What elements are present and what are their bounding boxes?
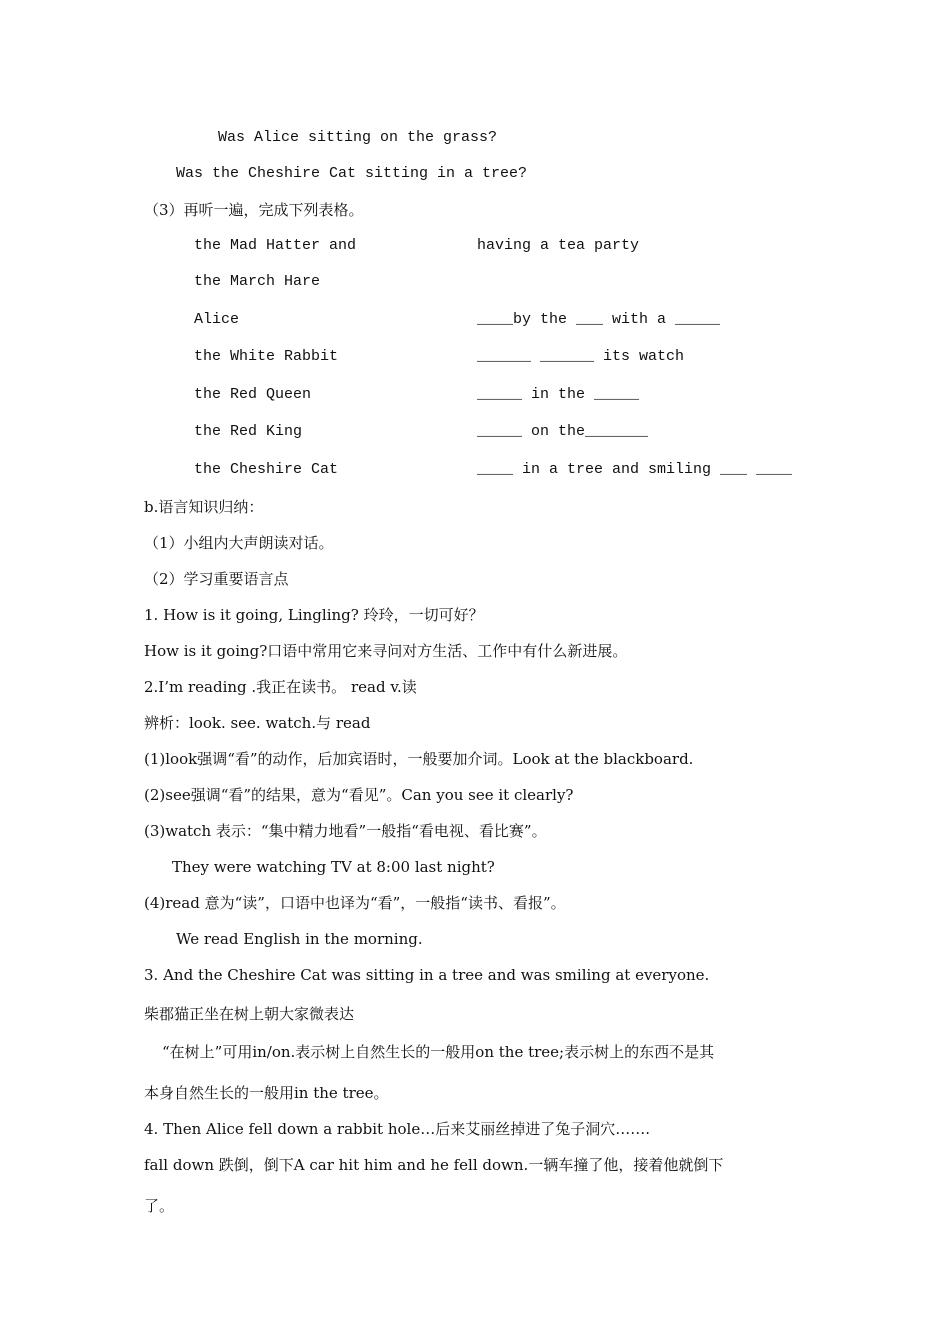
point-1-title: 1. How is it going, Lingling? 玲玲，一切可好？ bbox=[144, 606, 484, 624]
row-who: the Red King bbox=[194, 423, 303, 440]
point-2-see: (2)see强调“看”的结果，意为“看见”。Can you see it clearly? bbox=[144, 786, 574, 804]
step-2: （2）学习重要语言点 bbox=[144, 570, 289, 588]
point-2-watch-example: They were watching TV at 8:00 last night? bbox=[172, 858, 495, 876]
point-2-compare: 辨析：look. see. watch.与 read bbox=[144, 714, 371, 732]
row-what: _____ on the_______ bbox=[477, 423, 649, 440]
point-3-note-line-1: “在树上”可用in/on.表示树上自然生长的一般用on the tree;表示树上的东西不是其 bbox=[162, 1043, 715, 1061]
point-3-title: 3. And the Cheshire Cat was sitting in a tree and was smiling at everyone. bbox=[144, 966, 710, 984]
point-2-title: 2.I’m reading .我正在读书。 read v.读 bbox=[144, 678, 417, 696]
point-2-read: (4)read 意为“读”，口语中也译为“看”，一般指“读书、看报”。 bbox=[144, 894, 566, 912]
section-b-heading: b.语言知识归纳： bbox=[144, 498, 264, 516]
point-2-look: (1)look强调“看”的动作，后加宾语时，一般要加介词。Look at the blackboard. bbox=[144, 750, 694, 768]
row-what: ____by the ___ with a _____ bbox=[477, 311, 721, 328]
point-2-watch: (3)watch 表示：“集中精力地看”一般指“看电视、看比赛”。 bbox=[144, 822, 547, 840]
row-what: _____ in the _____ bbox=[477, 386, 640, 403]
row-what: ______ ______ its watch bbox=[477, 348, 685, 365]
question-1: Was Alice sitting on the grass? bbox=[218, 129, 498, 146]
listen-again-instruction: （3）再听一遍，完成下列表格。 bbox=[144, 201, 364, 219]
row-who: the Cheshire Cat bbox=[194, 461, 339, 478]
row-who: the March Hare bbox=[194, 273, 321, 290]
point-4-note-line-2: 了。 bbox=[144, 1197, 175, 1215]
point-3-note-line-2: 本身自然生长的一般用in the tree。 bbox=[144, 1084, 389, 1102]
question-2: Was the Cheshire Cat sitting in a tree? bbox=[176, 165, 528, 182]
row-who: the White Rabbit bbox=[194, 348, 339, 365]
point-2-read-example: We read English in the morning. bbox=[176, 930, 423, 948]
point-3-translation: 柴郡猫正坐在树上朝大家微表达 bbox=[144, 1005, 355, 1023]
point-4-title: 4. Then Alice fell down a rabbit hole…后来艾丽丝掉进了兔子洞穴……. bbox=[144, 1120, 650, 1138]
row-what: having a tea party bbox=[477, 237, 640, 254]
row-what: ____ in a tree and smiling ___ ____ bbox=[477, 461, 793, 478]
row-who: the Red Queen bbox=[194, 386, 312, 403]
step-1: （1）小组内大声朗读对话。 bbox=[144, 534, 334, 552]
point-1-note: How is it going?口语中常用它来寻问对方生活、工作中有什么新进展。 bbox=[144, 642, 628, 660]
point-4-note-line-1: fall down 跌倒，倒下A car hit him and he fell down.一辆车撞了他，接着他就倒下 bbox=[144, 1156, 724, 1174]
row-who: the Mad Hatter and bbox=[194, 237, 357, 254]
row-who: Alice bbox=[194, 311, 240, 328]
